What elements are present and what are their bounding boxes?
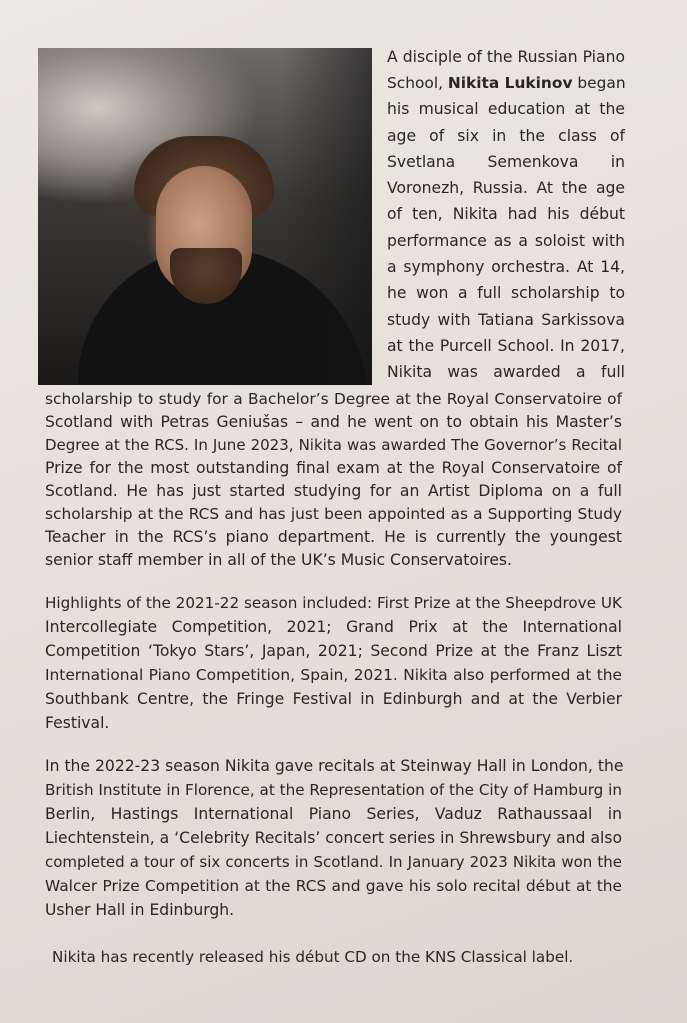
highlights-line: Intercollegiate Competition, 2021; Grand Prix at the International <box>45 618 622 636</box>
bio-line: Scotland with Petras Geniušas – and he went on to obtain his Master’s <box>45 413 622 431</box>
season-line: Liechtenstein, a ‘Celebrity Recitals’ concert series in Shrewsbury and also <box>45 829 622 847</box>
bio-line: scholarship at the RCS and has just been appointed as a Supporting Study <box>45 505 622 523</box>
cd-release-line: Nikita has recently released his début CD on the KNS Classical label. <box>52 948 574 966</box>
highlights-line: Competition ‘Tokyo Stars’, Japan, 2021; Second Prize at the Franz Liszt <box>45 642 622 660</box>
highlights-line: Festival. <box>45 714 110 732</box>
bio-text: School, <box>387 74 448 92</box>
season-line: In the 2022-23 season Nikita gave recitals at Steinway Hall in London, the <box>45 757 624 775</box>
bio-line: Prize for the most outstanding final exam at the Royal Conservatoire of <box>45 459 622 477</box>
bio-text: began <box>572 74 626 92</box>
bio-line: performance as a soloist with <box>387 232 625 250</box>
season-line: Berlin, Hastings International Piano Series, Vaduz Rathaussaal in <box>45 805 622 823</box>
bio-line: Scotland. He has just started studying for an Artist Diploma on a full <box>45 482 622 500</box>
artist-name: Nikita Lukinov <box>447 74 573 92</box>
bio-line: at the Purcell School. In 2017, <box>387 337 625 355</box>
bio-line: he won a full scholarship to <box>387 284 625 302</box>
season-line: British Institute in Florence, at the Representation of the City of Hamburg in <box>45 781 622 799</box>
highlights-line: Southbank Centre, the Fringe Festival in Edinburgh and at the Verbier <box>45 690 622 708</box>
season-line: completed a tour of six concerts in Scotland. In January 2023 Nikita won the <box>45 853 622 871</box>
portrait-shadow <box>282 48 372 385</box>
bio-line: Teacher in the RCS’s piano department. He is currently the youngest <box>45 528 622 546</box>
bio-line: age of six in the class of <box>387 127 625 145</box>
bio-line: a symphony orchestra. At 14, <box>387 258 625 276</box>
bio-line: senior staff member in all of the UK’s Music Conservatoires. <box>45 551 513 569</box>
season-line: Usher Hall in Edinburgh. <box>45 901 235 919</box>
bio-line: Svetlana Semenkova in <box>387 153 625 171</box>
bio-line: scholarship to study for a Bachelor’s Degree at the Royal Conservatoire of <box>45 390 622 408</box>
bio-line: Degree at the RCS. In June 2023, Nikita was awarded The Governor’s Recital <box>45 436 622 454</box>
bio-line-name <box>387 70 625 96</box>
season-line: Walcer Prize Competition at the RCS and gave his solo recital début at the <box>45 877 622 895</box>
bio-line: A disciple of the Russian Piano <box>387 48 625 66</box>
portrait-photo <box>38 48 372 385</box>
bio-line: of ten, Nikita had his début <box>387 205 625 223</box>
bio-line: study with Tatiana Sarkissova <box>387 311 625 329</box>
bio-line: Voronezh, Russia. At the age <box>387 179 625 197</box>
highlights-line: International Piano Competition, Spain, 2021. Nikita also performed at the <box>45 666 622 684</box>
bio-line: his musical education at the <box>387 100 625 118</box>
highlights-line: Highlights of the 2021-22 season included: First Prize at the Sheepdrove UK <box>45 594 622 612</box>
bio-line: Nikita was awarded a full <box>387 363 625 381</box>
